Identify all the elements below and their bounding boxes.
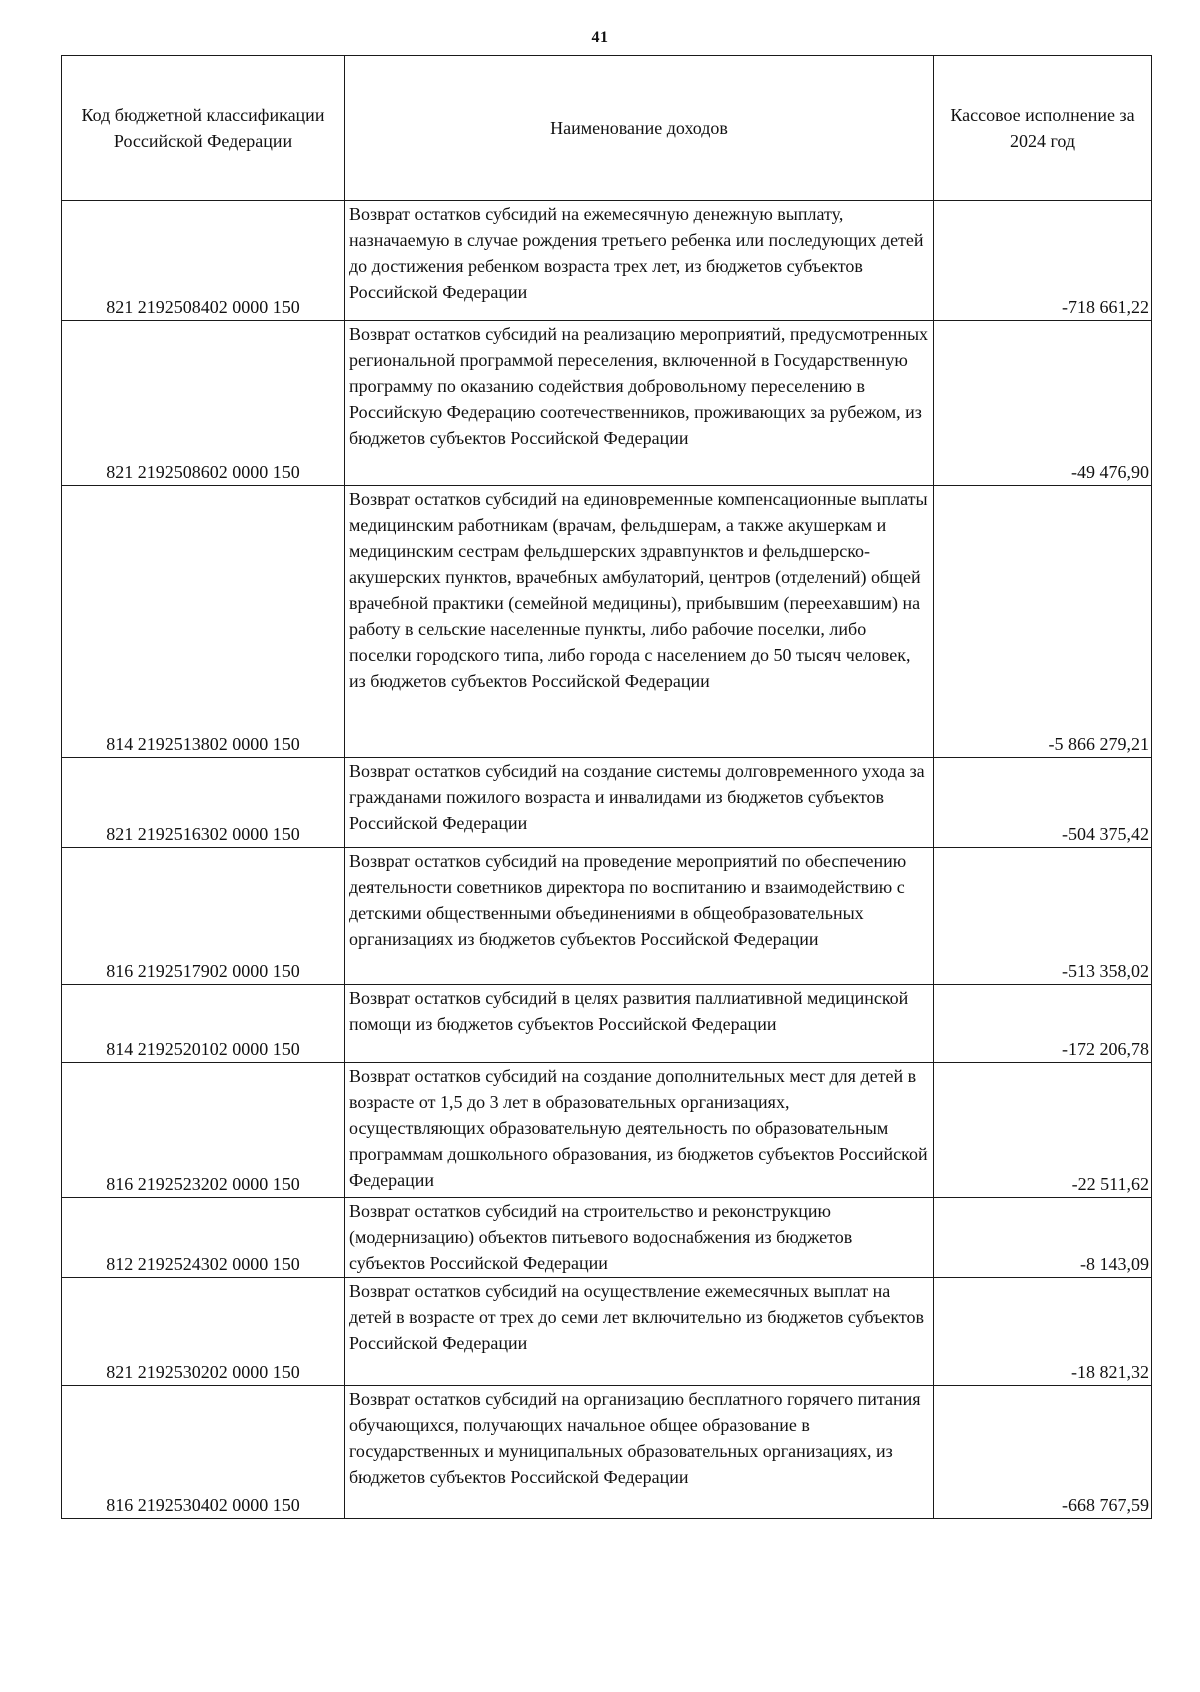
row-code: 821 2192508602 0000 150 (62, 321, 345, 486)
table-header (62, 56, 1152, 201)
row-code: 816 2192530402 0000 150 (62, 1386, 345, 1519)
row-amount: -8 143,09 (934, 1198, 1152, 1278)
row-amount: -172 206,78 (934, 985, 1152, 1063)
row-amount: -5 866 279,21 (934, 486, 1152, 758)
row-code: 821 2192516302 0000 150 (62, 758, 345, 848)
page-number: 41 (591, 29, 609, 46)
row-amount: -513 358,02 (934, 848, 1152, 985)
row-amount: -49 476,90 (934, 321, 1152, 486)
table-row (62, 1063, 1152, 1198)
row-name: Возврат остатков субсидий на организацию бесплатного горячего питания обучающихся, получающих начальное общее образование в государственных и муниципальных образовательных организациях, из бюджетов субъектов Российской Федерации (345, 1386, 934, 1519)
row-name: Возврат остатков субсидий на осуществление ежемесячных выплат на детей в возрасте от трех до семи лет включительно из бюджетов субъектов Российской Федерации (345, 1278, 934, 1386)
header-amount: Кассовое исполнение за 2024 год (934, 56, 1152, 201)
table-row (62, 201, 1152, 321)
table-row (62, 1386, 1152, 1519)
row-code: 814 2192520102 0000 150 (62, 985, 345, 1063)
table-row (62, 985, 1152, 1063)
header-code: Код бюджетной классификации Российской Федерации (62, 56, 345, 201)
header-row (62, 56, 1152, 201)
row-name: Возврат остатков субсидий на строительство и реконструкцию (модернизацию) объектов питьевого водоснабжения из бюджетов субъектов Российской Федерации (345, 1198, 934, 1278)
row-name: Возврат остатков субсидий в целях развития паллиативной медицинской помощи из бюджетов субъектов Российской Федерации (345, 985, 934, 1063)
row-amount: -22 511,62 (934, 1063, 1152, 1198)
row-amount: -668 767,59 (934, 1386, 1152, 1519)
row-code: 816 2192517902 0000 150 (62, 848, 345, 985)
row-name: Возврат остатков субсидий на проведение мероприятий по обеспечению деятельности советников директора по воспитанию и взаимодействию с детскими общественными объединениями в общеобразовательных организациях из бюджетов субъектов Российской Федерации (345, 848, 934, 985)
table-row (62, 758, 1152, 848)
row-amount: -18 821,32 (934, 1278, 1152, 1386)
row-name: Возврат остатков субсидий на создание системы долговременного ухода за гражданами пожилого возраста и инвалидами из бюджетов субъектов Российской Федерации (345, 758, 934, 848)
row-name: Возврат остатков субсидий на единовременные компенсационные выплаты медицинским работникам (врачам, фельдшерам, а также акушеркам и медицинским сестрам фельдшерских здравпунктов и фельдшерско-акушерских пунктов, врачебных амбулаторий, центров (отделений) общей врачебной практики (семейной медицины), прибывшим (переехавшим) на работу в сельские населенные пункты, либо рабочие поселки, либо поселки городского типа, либо города с населением до 50 тысяч человек, из бюджетов субъектов Российской Федерации (345, 486, 934, 758)
row-code: 812 2192524302 0000 150 (62, 1198, 345, 1278)
header-name: Наименование доходов (345, 56, 934, 201)
table-body (62, 201, 1152, 1519)
table-row (62, 1278, 1152, 1386)
revenue-table (61, 55, 1152, 1519)
row-code: 821 2192530202 0000 150 (62, 1278, 345, 1386)
table-row (62, 321, 1152, 486)
row-name: Возврат остатков субсидий на создание дополнительных мест для детей в возрасте от 1,5 до 3 лет в образовательных организациях, осуществляющих образовательную деятельность по образовательным программам дошкольного образования, из бюджетов субъектов Российской Федерации (345, 1063, 934, 1198)
row-amount: -718 661,22 (934, 201, 1152, 321)
row-name: Возврат остатков субсидий на ежемесячную денежную выплату, назначаемую в случае рождения третьего ребенка или последующих детей до достижения ребенком возраста трех лет, из бюджетов субъектов Российской Федерации (345, 201, 934, 321)
row-code: 816 2192523202 0000 150 (62, 1063, 345, 1198)
row-code: 814 2192513802 0000 150 (62, 486, 345, 758)
row-name: Возврат остатков субсидий на реализацию мероприятий, предусмотренных региональной программой переселения, включенной в Государственную программу по оказанию содействия добровольному переселению в Российскую Федерацию соотечественников, проживающих за рубежом, из бюджетов субъектов Российской Федерации (345, 321, 934, 486)
table-row (62, 848, 1152, 985)
row-amount: -504 375,42 (934, 758, 1152, 848)
row-code: 821 2192508402 0000 150 (62, 201, 345, 321)
table-row (62, 486, 1152, 758)
table-row (62, 1198, 1152, 1278)
